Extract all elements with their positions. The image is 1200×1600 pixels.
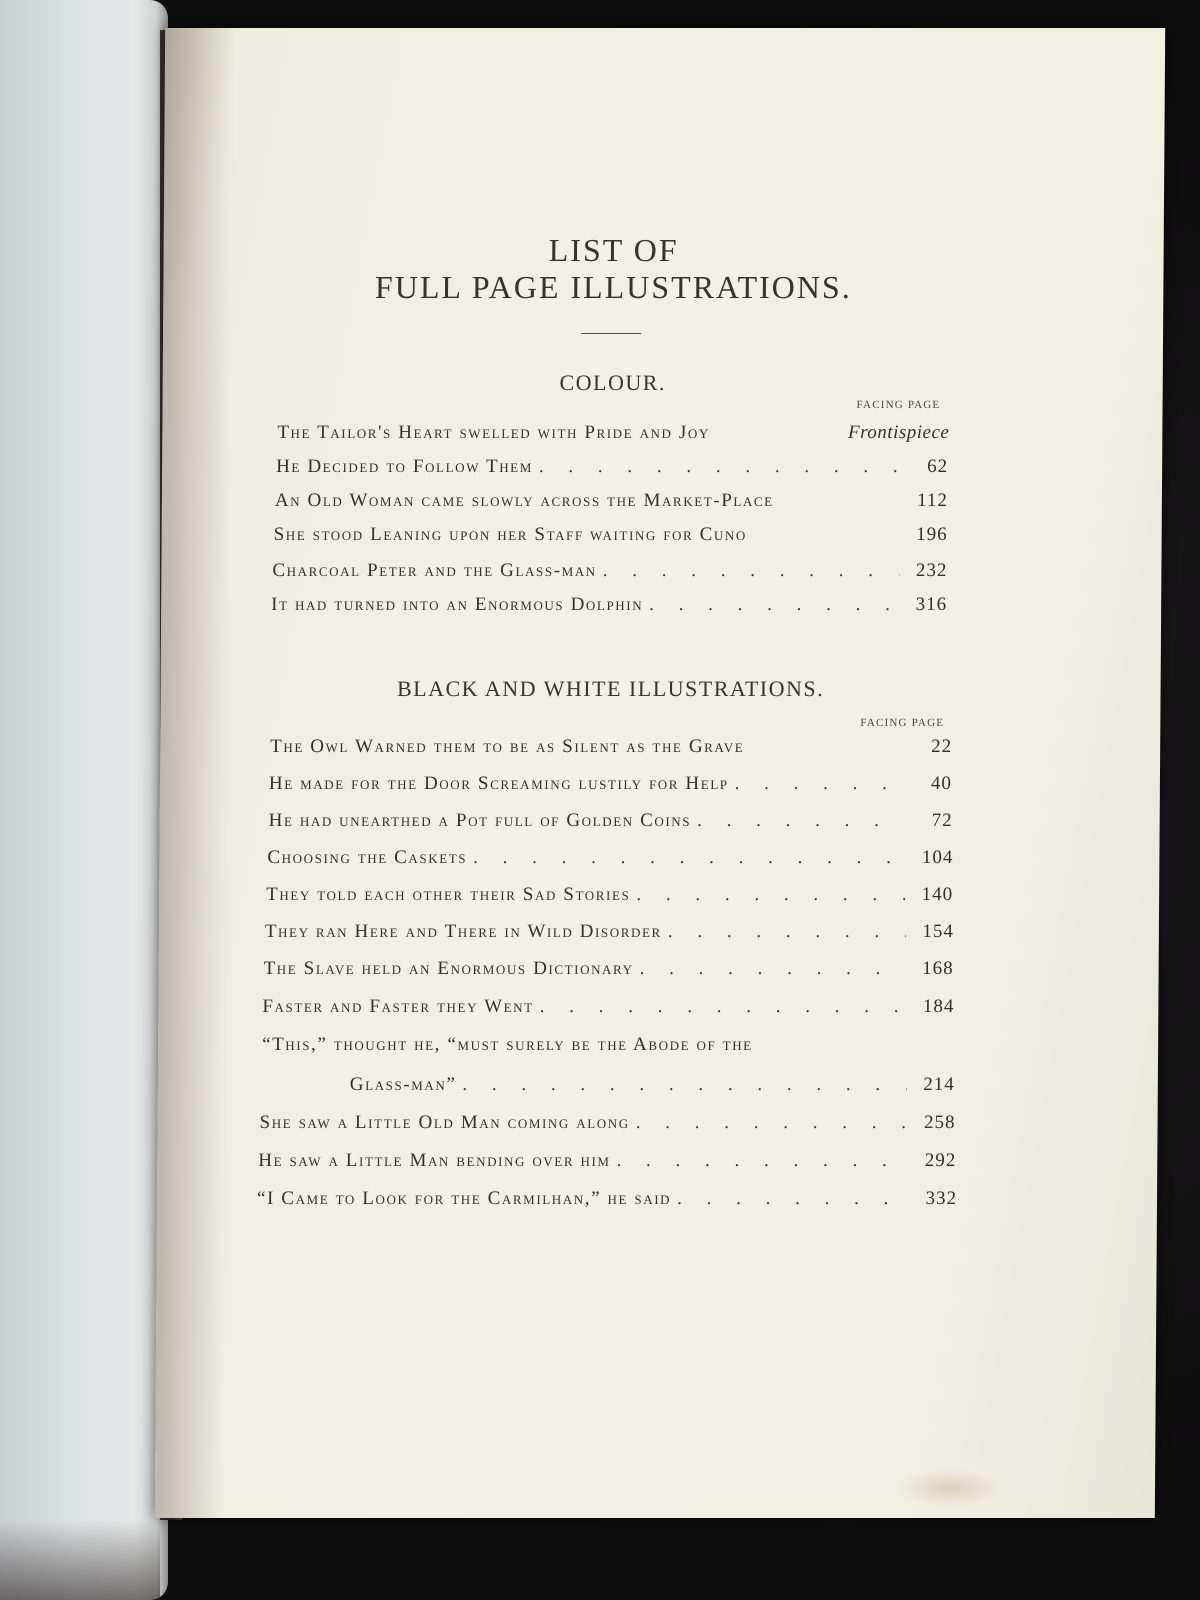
colour-section-heading: COLOUR.: [559, 370, 667, 395]
list-item-continuation: [350, 1072, 955, 1098]
facing-page-number: 40: [930, 773, 952, 794]
facing-page-number: 154: [922, 921, 954, 942]
dot-leader: [729, 771, 904, 797]
facing-page-number: 184: [922, 996, 955, 1017]
facing-page-number: 196: [916, 524, 948, 545]
facing-page-number: 214: [923, 1074, 955, 1095]
facing-page-number: 104: [921, 847, 954, 868]
illustration-caption: It had turned into an Enormous Dolphin: [271, 594, 644, 615]
title-divider: [581, 333, 641, 334]
illustration-caption: Faster and Faster they Went: [262, 996, 534, 1017]
facing-page-number: 22: [931, 736, 953, 757]
facing-page-number: 62: [927, 456, 949, 477]
dot-leader: [671, 1186, 909, 1212]
facing-page-number: Frontispiece: [847, 422, 950, 443]
illustration-caption: She saw a Little Old Man coming along: [259, 1112, 630, 1133]
list-item: [269, 771, 952, 797]
paper-stain: [895, 1468, 1005, 1508]
list-item: [270, 734, 952, 760]
colour-facing-page-label: FACING PAGE: [856, 399, 941, 411]
illustration-caption: An Old Woman came slowly across the Market-Place: [274, 490, 774, 511]
dot-leader: [533, 454, 900, 480]
facing-page-number: 258: [923, 1112, 956, 1133]
illustration-caption: The Slave held an Enormous Dictionary: [263, 958, 634, 979]
dot-leader: [662, 919, 906, 945]
list-item: [258, 1148, 956, 1174]
illustration-caption: The Owl Warned them to be as Silent as the Grave: [270, 736, 745, 757]
dot-leader: [610, 1148, 908, 1174]
illustration-caption: He Decided to Follow Them: [276, 456, 534, 477]
illustration-caption: The Tailor's Heart swelled with Pride and Joy: [277, 422, 710, 443]
dot-leader: [456, 1072, 907, 1098]
list-item: [259, 1110, 955, 1136]
facing-page-number: 292: [924, 1150, 957, 1171]
list-item: [271, 592, 947, 618]
illustration-caption: He made for the Door Screaming lustily for Help: [268, 773, 729, 794]
dot-leader: [691, 808, 905, 834]
left-book-page: [0, 0, 168, 1600]
list-item: [277, 420, 949, 446]
illustration-caption: “I Came to Look for the Carmilhan,” he said: [256, 1188, 672, 1209]
illustration-caption: Charcoal Peter and the Glass-man: [272, 560, 597, 581]
right-book-page: [155, 28, 1165, 1518]
list-item: [257, 1186, 957, 1212]
dot-leader: [634, 956, 906, 982]
facing-page-number: 168: [922, 958, 954, 979]
illustration-caption: He saw a Little Man bending over him: [258, 1150, 611, 1171]
list-item: [262, 994, 954, 1020]
list-item: [266, 882, 953, 908]
illustration-caption: She stood Leaning upon her Staff waiting for Cuno: [273, 524, 748, 545]
bw-facing-page-label: FACING PAGE: [860, 717, 945, 729]
dot-leader: [467, 845, 905, 871]
illustration-caption: “This,” thought he, “must surely be the Abode of the: [262, 1034, 753, 1055]
list-item: [272, 558, 947, 584]
facing-page-number: 316: [915, 594, 948, 615]
list-item: [269, 808, 953, 834]
facing-page-number: 72: [931, 810, 953, 831]
facing-page-number: 140: [921, 884, 954, 905]
dot-leader: [630, 1110, 908, 1136]
facing-page-number: 112: [917, 490, 948, 511]
page-title-line-1: LIST OF: [548, 232, 679, 268]
illustration-caption: They ran Here and There in Wild Disorder: [264, 921, 662, 942]
illustration-caption: Glass-man”: [349, 1074, 457, 1095]
list-item: [262, 1032, 922, 1058]
list-item: [267, 845, 953, 871]
list-item: [264, 956, 954, 982]
list-item: [276, 454, 948, 480]
list-item: [274, 522, 948, 548]
list-item: [275, 488, 948, 514]
list-item: [265, 919, 954, 945]
dot-leader: [643, 592, 899, 618]
illustration-caption: He had unearthed a Pot full of Golden Coins: [268, 810, 692, 831]
dot-leader: [597, 558, 900, 584]
facing-page-number: 332: [925, 1188, 958, 1209]
left-page-edge: [0, 1520, 160, 1600]
page-title-line-2: FULL PAGE ILLUSTRATIONS.: [374, 269, 852, 305]
dot-leader: [630, 882, 905, 908]
facing-page-number: 232: [915, 560, 948, 581]
gutter-shadow: [155, 28, 235, 1518]
dot-leader: [534, 994, 907, 1020]
illustration-caption: Choosing the Caskets: [267, 847, 468, 868]
illustration-caption: They told each other their Sad Stories: [266, 884, 631, 905]
bw-section-heading: BLACK AND WHITE ILLUSTRATIONS.: [396, 676, 825, 701]
